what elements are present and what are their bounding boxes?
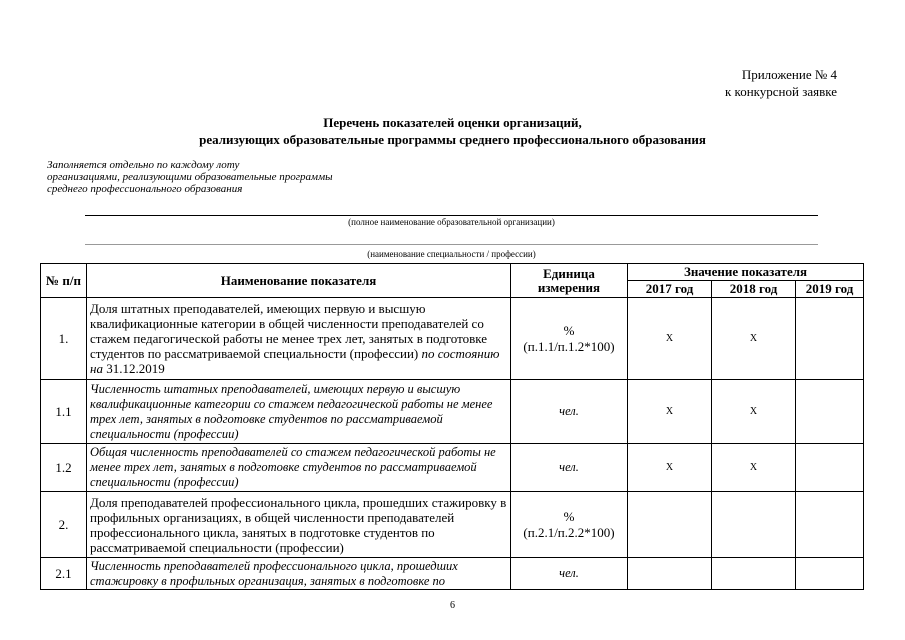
row-2019 xyxy=(796,558,864,590)
row-name: Численность преподавателей профессионального цикла, прошедших стажировку в профильных организация, занятых в подготовке по xyxy=(87,558,511,590)
row-num: 1.1 xyxy=(41,380,87,444)
row-name: Общая численность преподавателей со стажем педагогической работы не менее трех лет, занятых в подготовке студентов по рассматриваемой специальности (профессии) xyxy=(87,444,511,492)
header-value: Значение показателя xyxy=(628,264,864,281)
row-name xyxy=(87,298,511,380)
row-name: Численность штатных преподавателей, имеющих первую и высшую квалификационные категории со стажем педагогической работы не менее трех лет, занятых в подготовке студентов по рассматриваемой специальности (профессии) xyxy=(87,380,511,444)
row-unit-line-1: % xyxy=(563,322,575,338)
specialty-caption: (наименование специальности / профессии) xyxy=(367,249,536,259)
table-row xyxy=(41,444,864,492)
title-line-2: реализующих образовательные программы среднего профессионального образования xyxy=(199,132,706,147)
appendix-line-2: к конкурсной заявке xyxy=(724,84,837,99)
row-2017: X xyxy=(628,298,712,380)
note-line-2: организациями, реализующими образовательные программы xyxy=(47,171,333,183)
row-unit-line-2: (п.2.1/п.2.2*100) xyxy=(523,524,615,540)
row-unit xyxy=(511,492,628,558)
row-2019 xyxy=(796,444,864,492)
header-2018: 2018 год xyxy=(712,281,796,298)
row-unit xyxy=(511,298,628,380)
table-row xyxy=(41,558,864,590)
table-row xyxy=(41,298,864,380)
row-num: 1.2 xyxy=(41,444,87,492)
header-unit: Единица измерения xyxy=(511,264,628,298)
note-line-1: Заполняется отдельно по каждому лоту xyxy=(47,159,240,171)
row-2017 xyxy=(628,492,712,558)
row-name: Доля преподавателей профессионального цикла, прошедших стажировку в профильных организациях, в общей численности преподавателей профессионального цикла, занятых в подготовке студентов по рассматриваемой специальности (профессии) xyxy=(87,492,511,558)
row-2019 xyxy=(796,380,864,444)
document-title xyxy=(0,114,905,148)
table-row xyxy=(41,492,864,558)
row-2018: X xyxy=(712,380,796,444)
organization-caption: (полное наименование образовательной организации) xyxy=(348,217,555,227)
note-line-3: среднего профессионального образования xyxy=(47,183,243,195)
row-name-date: 31.12.2019 xyxy=(106,361,165,376)
page-number: 6 xyxy=(450,600,455,611)
organization-name-line xyxy=(85,215,818,216)
row-name-text: Доля штатных преподавателей, имеющих первую и высшую квалификационные категории в общей численности преподавателей со стажем педагогической работы не менее трех лет, занятых в подготовке студентов по рассматриваемой специальности (профессии) xyxy=(90,301,488,361)
appendix-label xyxy=(725,66,837,100)
row-num: 2.1 xyxy=(41,558,87,590)
table-row xyxy=(41,380,864,444)
row-unit-line-2: (п.1.1/п.1.2*100) xyxy=(523,338,615,354)
row-num: 2. xyxy=(41,492,87,558)
title-line-1: Перечень показателей оценки организаций, xyxy=(323,115,582,130)
row-2019 xyxy=(796,298,864,380)
row-2017: X xyxy=(628,380,712,444)
row-unit: чел. xyxy=(511,380,628,444)
row-2018 xyxy=(712,492,796,558)
row-num: 1. xyxy=(41,298,87,380)
row-2018: X xyxy=(712,298,796,380)
row-unit-line-1: % xyxy=(563,508,575,524)
row-2018: X xyxy=(712,444,796,492)
header-num: № п/п xyxy=(41,264,87,298)
specialty-name-line xyxy=(85,244,818,245)
row-unit: чел. xyxy=(511,444,628,492)
header-2019: 2019 год xyxy=(796,281,864,298)
row-2019 xyxy=(796,492,864,558)
appendix-line-1: Приложение № 4 xyxy=(741,67,837,82)
row-2017 xyxy=(628,558,712,590)
header-2017: 2017 год xyxy=(628,281,712,298)
row-name-suffix: по состоянию на xyxy=(90,346,500,376)
row-2017: X xyxy=(628,444,712,492)
row-2018 xyxy=(712,558,796,590)
indicators-table xyxy=(40,263,864,590)
fill-note xyxy=(47,159,333,195)
header-name: Наименование показателя xyxy=(87,264,511,298)
row-unit: чел. xyxy=(511,558,628,590)
